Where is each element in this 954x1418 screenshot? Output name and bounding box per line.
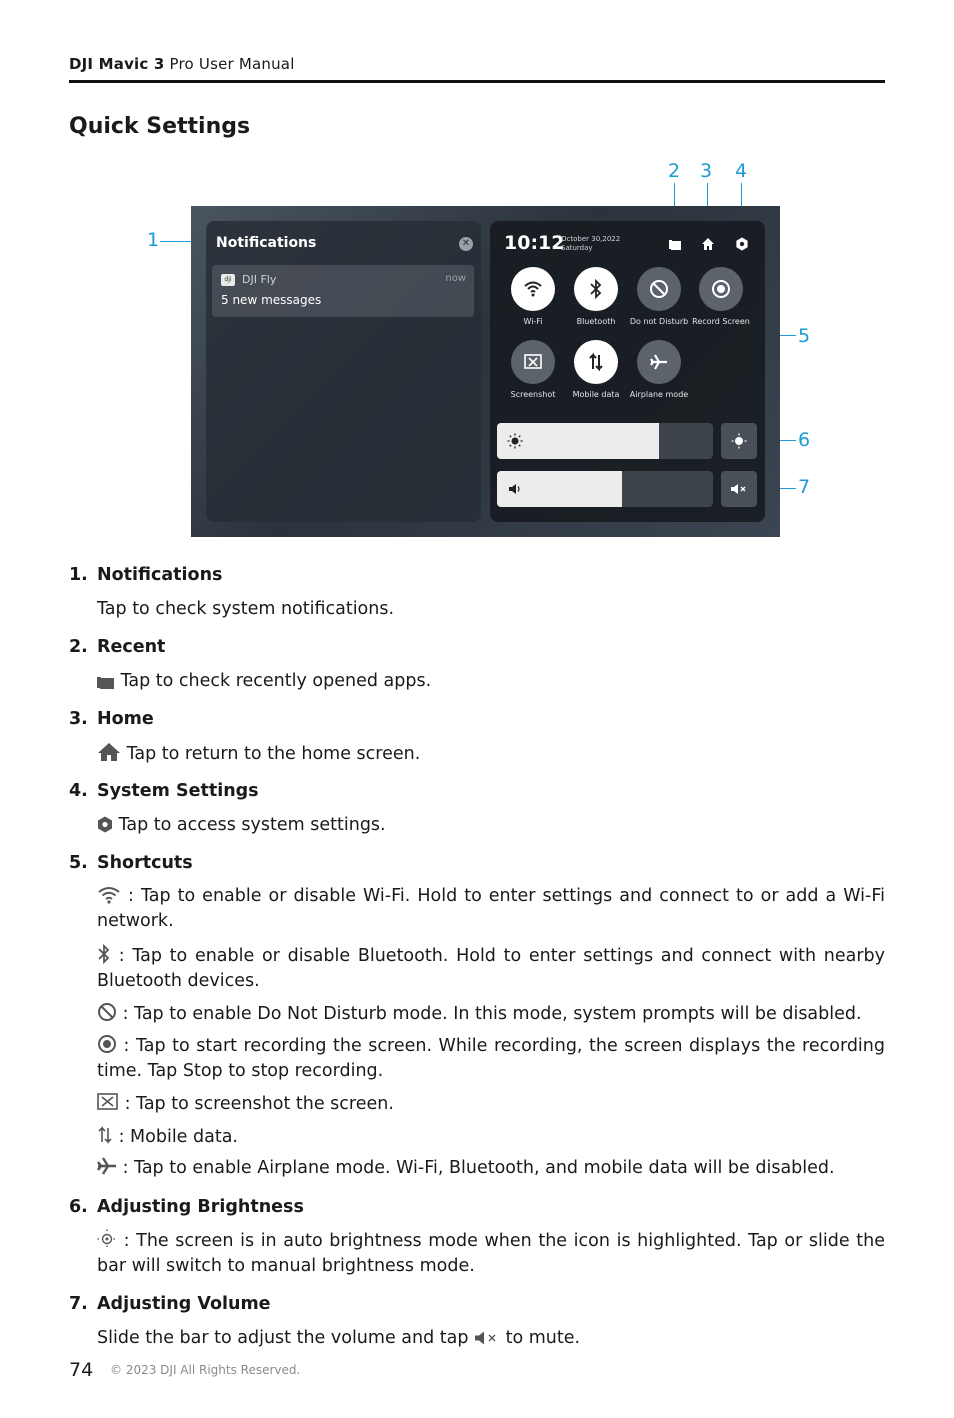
- item-title: Shortcuts: [97, 853, 193, 873]
- item-system-settings-text: [97, 813, 885, 838]
- mobile-data-icon: [97, 1125, 113, 1145]
- item-recent-heading: [69, 637, 165, 657]
- callout-7: 7: [798, 476, 811, 498]
- bluetooth-icon: [97, 944, 111, 964]
- section-title: Quick Settings: [69, 114, 251, 139]
- item-title: System Settings: [97, 781, 259, 801]
- item-number: 3.: [69, 709, 88, 729]
- airplane-mode-label: Airplane mode: [629, 390, 689, 399]
- mobile-data-icon: [586, 352, 606, 372]
- shortcut-mobile-data-text: [97, 1125, 885, 1150]
- clock-day: Saturday: [561, 244, 593, 252]
- item-title: Adjusting Volume: [97, 1294, 271, 1314]
- notification-app-name: DJI Fly: [242, 273, 277, 286]
- item-number: 1.: [69, 565, 88, 585]
- item-home-text: [97, 742, 885, 767]
- wifi-label: Wi-Fi: [523, 317, 543, 326]
- clear-notifications-icon[interactable]: ✕: [459, 237, 473, 251]
- shortcut-text: : Tap to enable or disable Wi-Fi. Hold to enter settings and connect to or add a Wi-Fi network.: [97, 886, 885, 931]
- shortcut-text: : Tap to enable or disable Bluetooth. Hold to enter settings and connect with nearby Bluetooth devices.: [97, 946, 885, 991]
- screenshot-label: Screenshot: [510, 390, 556, 399]
- record-screen-tile[interactable]: [699, 267, 743, 311]
- record-icon: [97, 1034, 117, 1054]
- header-brand: DJI Mavic 3: [69, 55, 165, 73]
- mobile-data-label: Mobile data: [572, 390, 620, 399]
- do-not-disturb-label: Do not Disturb: [629, 317, 689, 326]
- item-brightness-heading: [69, 1197, 304, 1217]
- notifications-panel: [206, 221, 481, 522]
- header-rule: [69, 80, 885, 83]
- bluetooth-icon: [588, 279, 604, 299]
- auto-brightness-icon: [731, 433, 747, 449]
- clock-date: October 30,2022: [561, 235, 621, 243]
- callout-5: 5: [798, 325, 811, 347]
- quick-settings-panel: [490, 221, 765, 522]
- record-icon: [711, 279, 731, 299]
- brightness-slider[interactable]: [497, 423, 713, 459]
- brightness-icon: [507, 433, 523, 449]
- item-volume-text: [97, 1326, 885, 1351]
- item-number: 2.: [69, 637, 88, 657]
- header-doc: Pro User Manual: [169, 55, 295, 73]
- clock-time: 10:12: [504, 232, 565, 254]
- item-text-before: Slide the bar to adjust the volume and tap: [97, 1328, 469, 1348]
- home-icon[interactable]: [701, 237, 715, 251]
- wifi-icon: [97, 886, 121, 904]
- callout-6: 6: [798, 429, 811, 451]
- shortcut-text: : Tap to screenshot the screen.: [124, 1094, 394, 1114]
- notifications-title: Notifications: [216, 235, 317, 251]
- item-title: Adjusting Brightness: [97, 1197, 304, 1217]
- airplane-icon: [649, 352, 669, 372]
- do-not-disturb-icon: [649, 279, 669, 299]
- notification-card[interactable]: [212, 265, 474, 317]
- shortcut-wifi-text: [97, 884, 885, 934]
- copyright: © 2023 DJI All Rights Reserved.: [110, 1363, 301, 1377]
- item-number: 5.: [69, 853, 88, 873]
- item-notifications-text: [97, 597, 885, 622]
- item-system-settings-heading: [69, 781, 259, 801]
- notification-message: 5 new messages: [221, 293, 322, 307]
- running-header: [69, 55, 295, 73]
- record-screen-label: Record Screen: [692, 317, 750, 326]
- callout-1: 1: [147, 229, 160, 251]
- item-number: 7.: [69, 1294, 88, 1314]
- volume-icon: [507, 481, 523, 497]
- shortcut-text: : Tap to enable Do Not Disturb mode. In this mode, system prompts will be disabled.: [122, 1004, 862, 1024]
- item-title: Notifications: [97, 565, 223, 585]
- callout-4: 4: [735, 160, 748, 182]
- airplane-mode-tile[interactable]: [637, 340, 681, 384]
- callout-2: 2: [668, 160, 681, 182]
- shortcut-screenshot-text: [97, 1092, 885, 1117]
- recent-icon[interactable]: [668, 237, 682, 251]
- item-brightness-text: [97, 1229, 885, 1279]
- item-volume-heading: [69, 1294, 271, 1314]
- item-title: Home: [97, 709, 154, 729]
- notification-time: now: [445, 273, 466, 284]
- item-text: : The screen is in auto brightness mode when the icon is highlighted. Tap or slide the bar will switch to manual brightness mode.: [97, 1231, 885, 1276]
- item-number: 4.: [69, 781, 88, 801]
- do-not-disturb-icon: [97, 1002, 117, 1022]
- item-text: Tap to return to the home screen.: [126, 744, 421, 764]
- bluetooth-tile[interactable]: [574, 267, 618, 311]
- mute-button[interactable]: [721, 471, 757, 507]
- screenshot-icon: [523, 352, 543, 372]
- item-text: Tap to access system settings.: [118, 815, 386, 835]
- shortcut-do-not-disturb-text: [97, 1002, 885, 1027]
- item-shortcuts-heading: [69, 853, 193, 873]
- do-not-disturb-tile[interactable]: [637, 267, 681, 311]
- auto-brightness-button[interactable]: [721, 423, 757, 459]
- shortcut-text: : Mobile data.: [118, 1127, 238, 1147]
- shortcut-text: : Tap to start recording the screen. While recording, the screen displays the recording time. Tap Stop to stop recording.: [97, 1036, 885, 1081]
- settings-icon[interactable]: [735, 237, 749, 251]
- item-home-heading: [69, 709, 154, 729]
- mute-icon: [474, 1330, 500, 1346]
- callout-3: 3: [700, 160, 713, 182]
- item-notifications-heading: [69, 565, 222, 585]
- wifi-tile[interactable]: [511, 267, 555, 311]
- dji-fly-app-icon: dji: [221, 274, 235, 286]
- screenshot-icon: [97, 1092, 119, 1112]
- item-text: Tap to check recently opened apps.: [120, 671, 432, 691]
- airplane-icon: [97, 1156, 117, 1176]
- item-recent-text: [97, 669, 885, 694]
- item-title: Recent: [97, 637, 166, 657]
- home-icon: [97, 742, 121, 762]
- mobile-data-tile[interactable]: [574, 340, 618, 384]
- mute-icon: [730, 482, 748, 496]
- bluetooth-label: Bluetooth: [576, 317, 616, 326]
- settings-icon: [97, 816, 113, 833]
- item-text-after: to mute.: [505, 1328, 581, 1348]
- volume-slider[interactable]: [497, 471, 713, 507]
- shortcut-bluetooth-text: [97, 944, 885, 994]
- wifi-icon: [523, 280, 543, 298]
- shortcut-airplane-text: [97, 1156, 885, 1181]
- shortcut-record-text: [97, 1034, 885, 1084]
- recent-icon: [97, 675, 115, 689]
- quick-settings-screenshot: [191, 206, 780, 537]
- auto-brightness-icon: [97, 1229, 117, 1249]
- screenshot-tile[interactable]: [511, 340, 555, 384]
- shortcut-text: : Tap to enable Airplane mode. Wi-Fi, Bluetooth, and mobile data will be disabled.: [122, 1158, 835, 1178]
- page-number: 74: [69, 1359, 94, 1381]
- item-number: 6.: [69, 1197, 88, 1217]
- item-text: Tap to check system notifications.: [97, 599, 395, 619]
